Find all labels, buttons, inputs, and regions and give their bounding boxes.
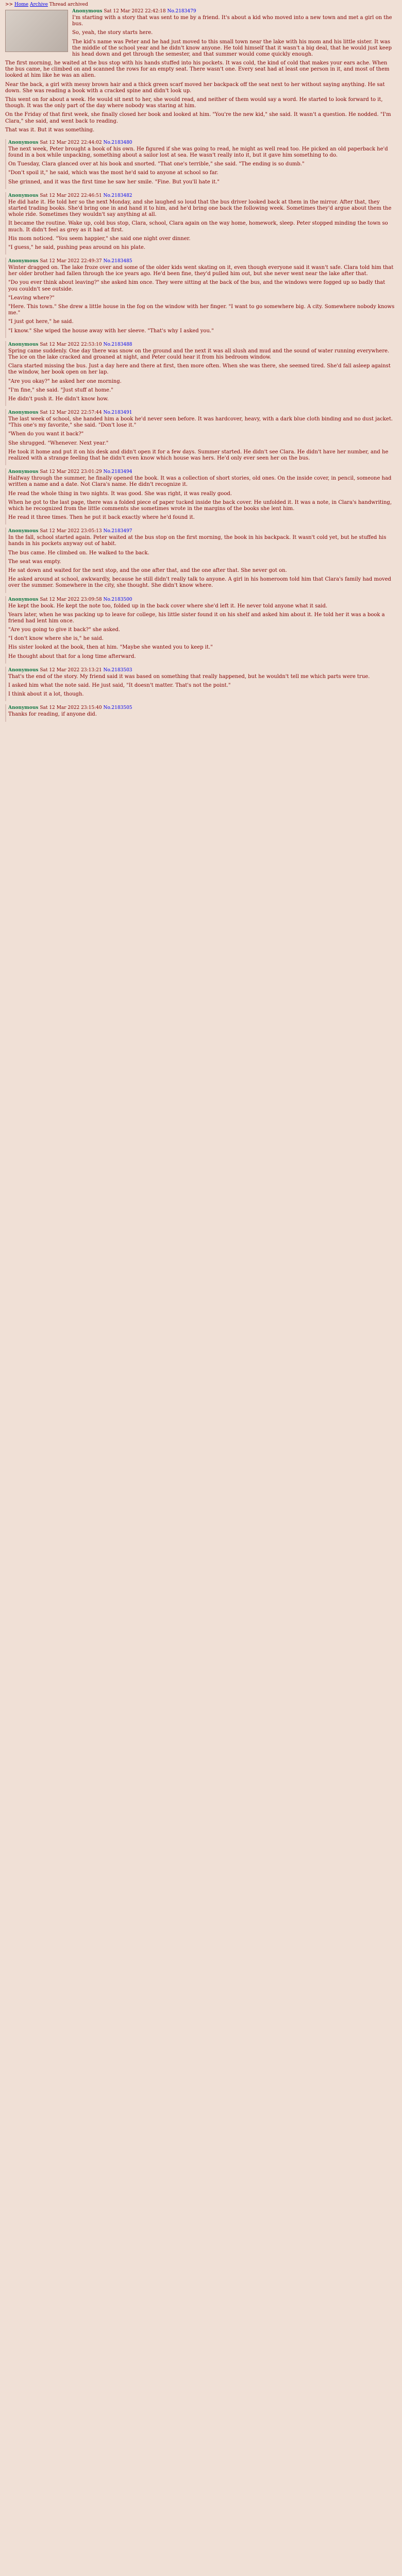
reply-header	[8, 193, 395, 199]
reply-post	[5, 704, 397, 721]
reply-name: Anonymous	[8, 140, 39, 145]
reply-timestamp: Sat 12 Mar 2022 22:49:37	[38, 259, 104, 264]
reply-paragraph: Spring came suddenly. One day there was snow on the ground and the next it was all slush and mud and the sound of water running everywhere. The ice on the lake cracked and groaned at night, and Peter could hear it from his bedroom window.	[8, 348, 390, 360]
reply-paragraph: "I know." She wiped the house away with her sleeve. "That's why I asked you."	[8, 328, 214, 334]
reply-paragraph: "I'm fine," she said. "Just stuff at home."	[8, 387, 113, 393]
reply-paragraph: "Don't spoil it," he said, which was the most he'd said to anyone at school so far.	[8, 170, 219, 176]
reply-header	[8, 259, 395, 264]
reply-post	[5, 139, 397, 189]
reply-paragraph: His sister looked at the book, then at him. "Maybe she wanted you to keep it."	[8, 645, 213, 651]
reply-number[interactable]: No.2183482	[103, 193, 132, 198]
reply-paragraph: "I guess," he said, pushing peas around on his plate.	[8, 244, 146, 250]
reply-number[interactable]: No.2183485	[103, 259, 132, 264]
reply-post	[5, 468, 397, 524]
nav-line	[5, 2, 397, 8]
reply-header	[8, 529, 395, 534]
reply-paragraph: She grinned, and it was the first time he saw her smile. "Fine. But you'll hate it."	[8, 179, 220, 185]
reply-timestamp: Sat 12 Mar 2022 22:46:51	[38, 193, 104, 198]
reply-paragraph: He read it three times. Then he put it back exactly where he'd found it.	[8, 515, 195, 521]
reply-timestamp: Sat 12 Mar 2022 23:15:40	[38, 705, 104, 711]
reply-paragraph: I asked him what the note said. He just said, "It doesn't matter. That's not the point."	[8, 682, 231, 688]
reply-header	[8, 140, 395, 146]
reply-timestamp: Sat 12 Mar 2022 23:13:21	[38, 667, 104, 673]
reply-post	[5, 258, 397, 338]
op-paragraph: That was it. But it was something.	[5, 127, 95, 133]
op-number[interactable]: No.2183479	[167, 8, 196, 14]
reply-body	[8, 146, 395, 185]
reply-paragraph: "Leaving where?"	[8, 295, 55, 301]
op-thumbnail[interactable]	[5, 10, 68, 52]
reply-paragraph: "I just got here," he said.	[8, 319, 74, 325]
reply-header	[8, 469, 395, 475]
reply-timestamp: Sat 12 Mar 2022 23:09:58	[38, 597, 104, 602]
reply-paragraph: His mom noticed. "You seem happier," she said one night over dinner.	[8, 235, 191, 242]
reply-paragraph: It became the routine. Wake up, cold bus stop, Clara, school, Clara again on the way home, homework, sleep. Peter stopped minding the town so much. It didn't feel as grey as it had at first.	[8, 221, 388, 233]
op-paragraph: This went on for about a week. He would sit next to her, she would read, and neither of them would say a word. He started to look forward to it, though. It was the only part of the day where nobody was staring at him.	[5, 97, 383, 109]
reply-paragraph: He sat down and waited for the next stop, and the one after that, and the one after that. She never got on.	[8, 567, 287, 573]
reply-paragraph: That's the end of the story. My friend said it was based on something that really happened, but he wouldn't tell me which parts were true.	[8, 673, 370, 680]
reply-paragraph: On Tuesday, Clara glanced over at his book and snorted. "That one's terrible," she said. "The ending is so dumb."	[8, 161, 305, 167]
nav-prefix: >>	[5, 2, 13, 7]
reply-paragraph: Thanks for reading, if anyone did.	[8, 711, 97, 718]
reply-body	[8, 603, 395, 660]
reply-name: Anonymous	[8, 705, 39, 711]
reply-timestamp: Sat 12 Mar 2022 22:44:02	[38, 140, 104, 145]
op-paragraph: So, yeah, the story starts here.	[72, 30, 153, 36]
reply-number[interactable]: No.2183494	[103, 469, 132, 475]
nav-note: Thread archived	[49, 2, 88, 7]
reply-name: Anonymous	[8, 410, 39, 416]
reply-name: Anonymous	[8, 193, 39, 198]
reply-number[interactable]: No.2183503	[103, 667, 132, 673]
reply-post	[5, 667, 397, 702]
reply-number[interactable]: No.2183491	[103, 410, 132, 416]
reply-paragraph: He did hate it. He told her so the next Monday, and she laughed so loud that the bus driver looked back at them in the mirror. After that, they started trading books. She'd bring one in and hand it to him, and he'd bring one back the following week. Sometimes they'd argue about them the whole ride. Sometimes they wouldn't say anything at all.	[8, 199, 392, 218]
reply-post	[5, 528, 397, 592]
op-timestamp: Sat 12 Mar 2022 22:42:18	[104, 8, 166, 14]
reply-name: Anonymous	[8, 529, 39, 534]
op-paragraph: The kid's name was Peter and he had just moved to this small town near the lake with his mom and his little sister. It was the middle of the school year and he didn't know anyone. He told himself that it wasn't a big deal, that he would just keep his head down and get through the semester, and that summer would come quickly enough.	[72, 39, 392, 57]
reply-paragraph: I think about it a lot, though.	[8, 691, 84, 698]
reply-paragraph: "Are you going to give it back?" she asked.	[8, 627, 121, 633]
reply-paragraph: "I don't know where she is," he said.	[8, 636, 104, 642]
reply-paragraph: "When do you want it back?"	[8, 431, 84, 437]
reply-body	[8, 199, 395, 251]
reply-body	[8, 711, 395, 718]
reply-name: Anonymous	[8, 469, 39, 475]
op-paragraph: I'm starting with a story that was sent to me by a friend. It's about a kid who moved into a new town and met a girl on the bus.	[72, 14, 392, 27]
reply-number[interactable]: No.2183505	[103, 705, 132, 711]
reply-timestamp: Sat 12 Mar 2022 23:01:29	[38, 469, 104, 475]
reply-post	[5, 409, 397, 465]
reply-paragraph: She shrugged. "Whenever. Next year."	[8, 440, 109, 446]
nav-archive-link[interactable]: Archive	[29, 2, 48, 7]
reply-number[interactable]: No.2183480	[103, 140, 132, 145]
thread-page	[0, 0, 402, 730]
reply-paragraph: He didn't push it. He didn't know how.	[8, 396, 109, 402]
reply-paragraph: He read the whole thing in two nights. It was good. She was right, it was really good.	[8, 490, 232, 497]
reply-body	[8, 476, 395, 521]
reply-paragraph: He thought about that for a long time afterward.	[8, 653, 136, 659]
reply-paragraph: Clara started missing the bus. Just a day here and there at first, then more often. When she was there, she seemed tired. She'd fall asleep against the window, her book open on her lap.	[8, 363, 391, 376]
reply-name: Anonymous	[8, 342, 39, 347]
reply-body	[8, 348, 395, 402]
op-post	[5, 9, 397, 136]
reply-paragraph: He asked around at school, awkwardly, because he still didn't really talk to anyone. A girl in his homeroom told him that Clara's family had moved over the summer. Somewhere in the city, she thought. She didn't know where.	[8, 577, 391, 589]
reply-paragraph: Halfway through the summer, he finally opened the book. It was a collection of short stories, old ones. On the inside cover, in pencil, someone had written a name and a date. Not Clara's name. He didn't recognize it.	[8, 476, 392, 488]
reply-header	[8, 342, 395, 348]
reply-paragraph: He took it home and put it on his desk and didn't open it for a few days. Summer started. He didn't see Clara. He didn't have her number, and he realized with a strange feeling that he didn't even know which house was hers. He'd only ever seen her on the bus.	[8, 449, 389, 461]
reply-name: Anonymous	[8, 667, 39, 673]
reply-name: Anonymous	[8, 597, 39, 602]
reply-timestamp: Sat 12 Mar 2022 22:57:44	[38, 410, 104, 416]
reply-paragraph: The seat was empty.	[8, 558, 61, 565]
nav-home-link[interactable]: Home	[14, 2, 29, 7]
reply-paragraph: Winter dragged on. The lake froze over and some of the older kids went skating on it, even though everyone said it wasn't safe. Clara told him that her older brother had fallen through the ice years ago. He'd been fine, they'd pulled him out, but she never went near the lake after that.	[8, 265, 394, 277]
reply-paragraph: He kept the book. He kept the note too, folded up in the back cover where she'd left it. He never told anyone what it said.	[8, 603, 328, 609]
reply-paragraph: The bus came. He climbed on. He walked to the back.	[8, 550, 149, 556]
reply-paragraph: Years later, when he was packing up to leave for college, his little sister found it on his shelf and asked him about it. He told her it was a book a friend had lent him once.	[8, 612, 385, 624]
reply-body	[8, 416, 395, 462]
reply-header	[8, 705, 395, 711]
op-paragraph: The first morning, he waited at the bus stop with his hands stuffed into his pockets. It was cold, the kind of cold that makes your ears ache. When the bus came, he climbed on and scanned the rows for an empty seat. There wasn't one. Every seat had at least one person in it, and most of them looked at him like he was an alien.	[5, 60, 390, 79]
reply-header	[8, 668, 395, 673]
reply-paragraph: In the fall, school started again. Peter waited at the bus stop on the first morning, the book in his backpack. It wasn't cold yet, but he stuffed his hands in his pockets anyway out of habit.	[8, 535, 387, 547]
op-name: Anonymous	[72, 8, 103, 14]
reply-post	[5, 341, 397, 406]
replies-list	[5, 139, 397, 722]
reply-name: Anonymous	[8, 259, 39, 264]
reply-number[interactable]: No.2183497	[103, 529, 132, 534]
reply-header	[8, 597, 395, 603]
reply-body	[8, 265, 395, 334]
reply-number[interactable]: No.2183500	[103, 597, 132, 602]
reply-paragraph: When he got to the last page, there was a folded piece of paper tucked inside the back cover. He unfolded it. It was a note, in Clara's handwriting, which he recognized from the little comments she sometimes wrote in the margins of the books she lent him.	[8, 499, 392, 512]
reply-header	[8, 410, 395, 416]
op-paragraph: Near the back, a girl with messy brown hair and a thick green scarf moved her backpack off the seat next to her without saying anything. He sat down. She was reading a book with a cracked spine and didn't look up.	[5, 81, 385, 94]
reply-paragraph: "Do you ever think about leaving?" she asked him once. They were sitting at the back of the bus, and the windows were fogged up so badly that you couldn't see outside.	[8, 280, 386, 292]
reply-paragraph: The last week of school, she handed him a book he'd never seen before. It was hardcover, heavy, with a dark blue cloth binding and no dust jacket. "This one's my favorite," she said. "Don't lose it."	[8, 416, 393, 429]
reply-timestamp: Sat 12 Mar 2022 22:53:10	[38, 342, 104, 347]
reply-post	[5, 596, 397, 664]
reply-paragraph: "Are you okay?" he asked her one morning.	[8, 378, 122, 384]
reply-body	[8, 674, 395, 698]
op-paragraph: On the Friday of that first week, she finally closed her book and looked at him. "You're the new kid," she said. It wasn't a question. He nodded. "I'm Clara," she said, and went back to reading.	[5, 112, 391, 124]
reply-paragraph: "Here. This town." She drew a little house in the fog on the window with her finger. "I want to go somewhere big. A city. Somewhere nobody knows me."	[8, 304, 395, 316]
reply-number[interactable]: No.2183488	[103, 342, 132, 347]
reply-post	[5, 192, 397, 255]
reply-paragraph: The next week, Peter brought a book of his own. He figured if she was going to read, he might as well read too. He picked an old paperback he'd found in a box while unpacking, something about a sailor lost at sea. He wasn't really into it, but it gave him something to do.	[8, 146, 388, 159]
reply-body	[8, 535, 395, 589]
reply-timestamp: Sat 12 Mar 2022 23:05:13	[38, 529, 104, 534]
